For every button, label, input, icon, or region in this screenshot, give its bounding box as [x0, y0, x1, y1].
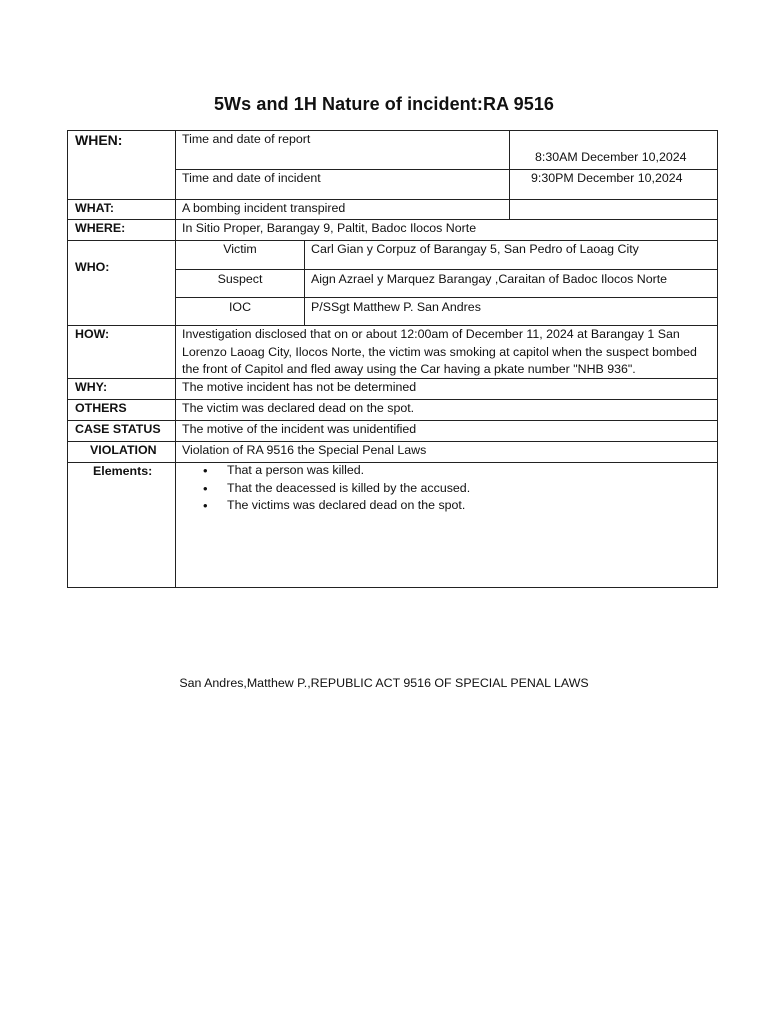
- where-label: WHERE:: [75, 221, 126, 235]
- report-time-value: 8:30AM December 10,2024: [535, 150, 687, 164]
- page-title: 5Ws and 1H Nature of incident:RA 9516: [213, 94, 555, 114]
- row-divider: [175, 297, 718, 298]
- where-value: In Sitio Proper, Barangay 9, Paltit, Badoc Ilocos Norte: [182, 221, 477, 235]
- list-item: • That the deacessed is killed by the accused.: [203, 480, 470, 498]
- row-divider: [175, 269, 718, 270]
- list-item: • The victims was declared dead on the spot.: [203, 497, 470, 515]
- why-value: The motive incident has not be determined: [182, 380, 417, 394]
- others-label: OTHERS: [75, 401, 127, 415]
- who-label: WHO:: [75, 260, 110, 274]
- table-border-right: [717, 130, 718, 588]
- who-role: Victim: [223, 242, 257, 256]
- who-name: Carl Gian y Corpuz of Barangay 5, San Pedro of Laoag City: [311, 242, 639, 256]
- column-divider: [509, 130, 510, 220]
- who-role: Suspect: [217, 272, 263, 286]
- list-item: • That a person was killed.: [203, 462, 470, 480]
- who-name: Aign Azrael y Marquez Barangay ,Caraitan of Badoc Ilocos Norte: [311, 272, 668, 286]
- how-label: HOW:: [75, 327, 110, 341]
- who-name: P/SSgt Matthew P. San Andres: [311, 300, 481, 314]
- how-line: Investigation disclosed that on or about 12:00am of December 11, 2024 at Barangay 1 San: [182, 327, 680, 341]
- who-role: IOC: [228, 300, 252, 314]
- table-border-bottom: [67, 587, 718, 588]
- report-time-label: Time and date of report: [182, 132, 311, 146]
- elements-list: [203, 462, 470, 515]
- when-label: WHEN:: [75, 132, 123, 148]
- violation-value: Violation of RA 9516 the Special Penal Laws: [182, 443, 427, 457]
- table-border-top: [67, 130, 718, 131]
- table-border-left: [67, 130, 68, 588]
- elements-label: Elements:: [93, 464, 153, 478]
- incident-time-value: 9:30PM December 10,2024: [531, 171, 683, 185]
- row-divider: [67, 199, 718, 200]
- column-divider: [175, 130, 176, 588]
- why-label: WHY:: [75, 380, 108, 394]
- case-status-label: CASE STATUS: [75, 422, 161, 436]
- case-status-value: The motive of the incident was unidentified: [182, 422, 417, 436]
- violation-label: VIOLATION: [90, 443, 157, 457]
- column-divider: [304, 240, 305, 326]
- others-value: The victim was declared dead on the spot.: [182, 401, 415, 415]
- what-label: WHAT:: [75, 201, 114, 215]
- footer-text: San Andres,Matthew P.,REPUBLIC ACT 9516 OF SPECIAL PENAL LAWS: [179, 676, 589, 690]
- what-value: A bombing incident transpired: [182, 201, 346, 215]
- how-line: Lorenzo Laoag City, Ilocos Norte, the victim was smoking at capitol when the suspect bombed: [182, 345, 697, 359]
- incident-time-label: Time and date of incident: [182, 171, 321, 185]
- how-line: the front of Capitol and fled away using the Car having a pkate number "NHB 936".: [182, 362, 636, 376]
